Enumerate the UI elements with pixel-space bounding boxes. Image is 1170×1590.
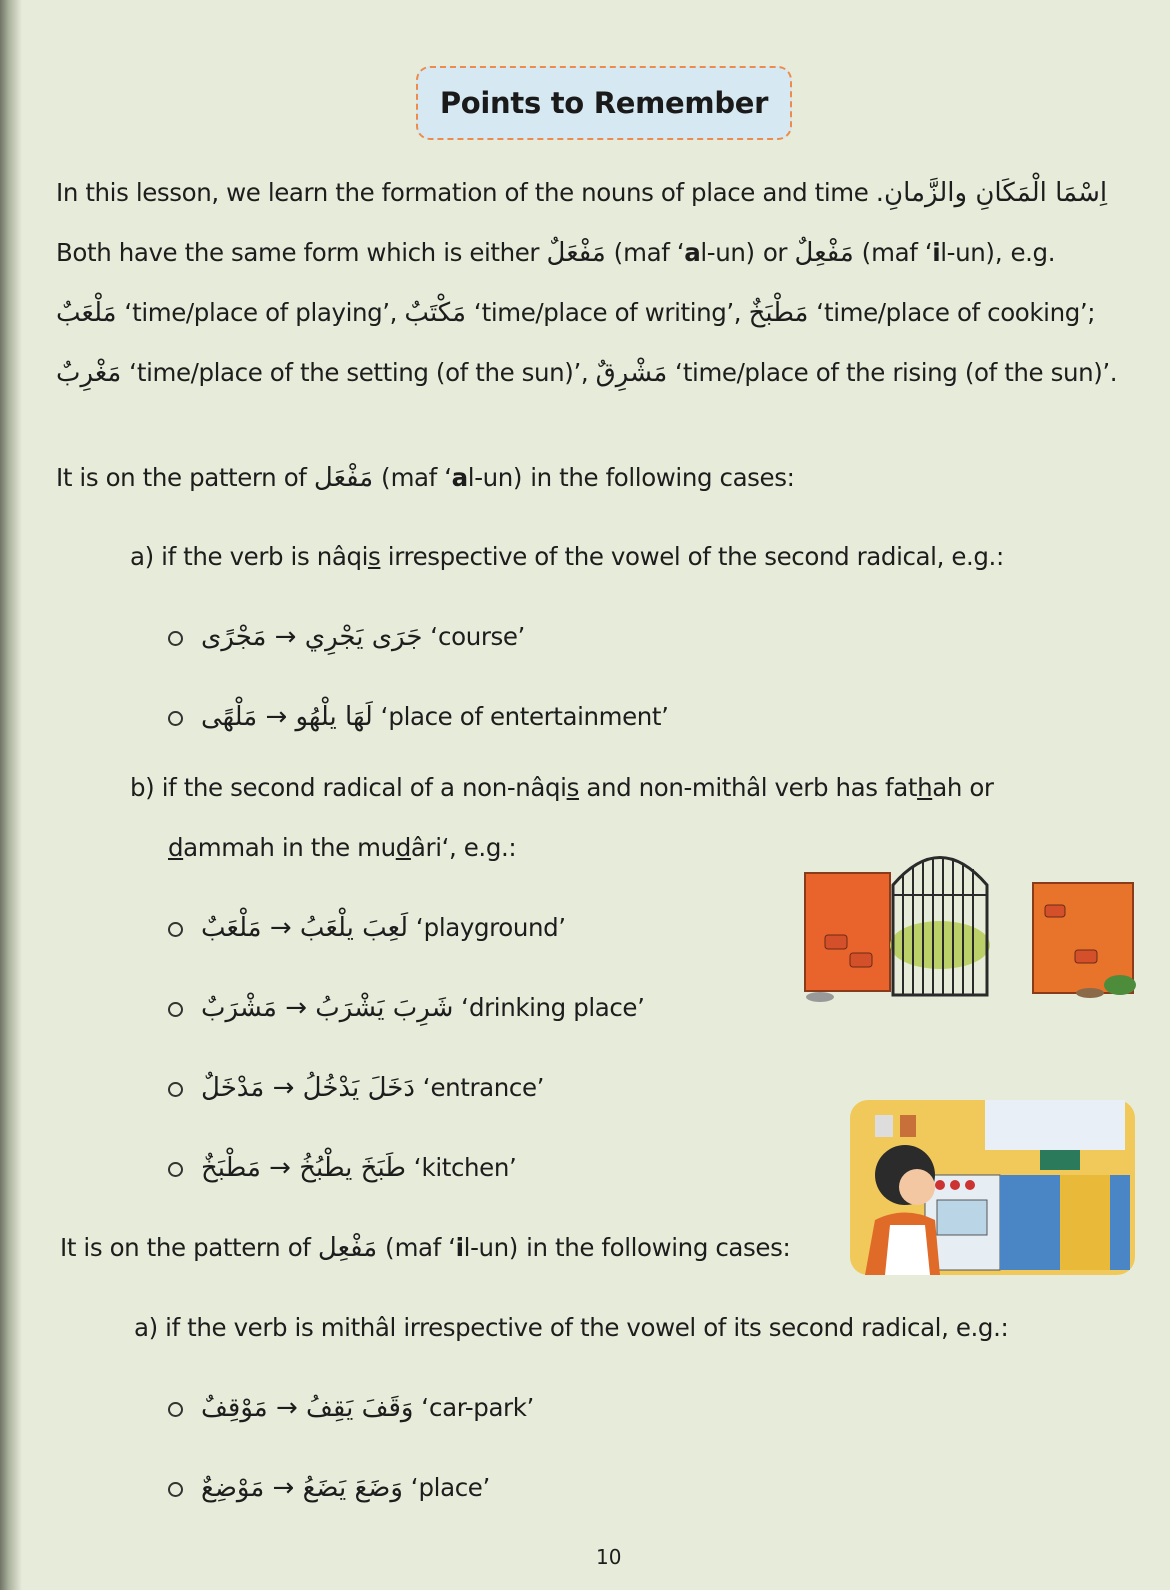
arabic-example: لَهَا يلْهُو → مَلْهًى bbox=[201, 702, 373, 732]
bullet-icon bbox=[168, 1482, 183, 1497]
section-text: It is on the pattern of bbox=[56, 463, 307, 492]
gloss: ‘entrance’ bbox=[414, 1073, 545, 1102]
section1-rule-a bbox=[130, 542, 1004, 571]
intro-line-4 bbox=[56, 358, 1117, 388]
gloss: ‘time/place of playing’, bbox=[116, 298, 398, 327]
rule-text: ammah in the mu bbox=[183, 833, 396, 862]
section-text: l-un) in the following cases: bbox=[463, 1233, 791, 1262]
example-item bbox=[168, 1153, 516, 1183]
rule-text: a) if the verb is nâqi bbox=[130, 542, 369, 571]
bullet-icon bbox=[168, 711, 183, 726]
bullet-icon bbox=[168, 922, 183, 937]
arabic-example: طَبَخَ يطْبُخُ → مَطْبَخٌ bbox=[201, 1153, 406, 1183]
gloss: ‘time/place of the rising (of the sun)’. bbox=[667, 358, 1118, 387]
intro-text-2a: Both have the same form which is either bbox=[56, 238, 540, 267]
bullet-icon bbox=[168, 1402, 183, 1417]
bullet-icon bbox=[168, 631, 183, 646]
gloss: ‘time/place of writing’, bbox=[466, 298, 742, 327]
example-item bbox=[168, 622, 525, 652]
section2-rule-a bbox=[134, 1313, 1008, 1342]
example-item bbox=[168, 1473, 490, 1503]
arabic-term: مَشْرِقٌ bbox=[595, 358, 668, 388]
gloss: ‘course’ bbox=[422, 622, 525, 651]
jar-icon bbox=[875, 1115, 893, 1137]
bush-icon bbox=[890, 921, 990, 969]
bullet-icon bbox=[168, 1002, 183, 1017]
apron bbox=[885, 1225, 930, 1275]
rule-text: ah or bbox=[932, 773, 994, 802]
arabic-term: مَطْبَخٌ bbox=[748, 298, 809, 328]
arabic-term: مَفْعِل bbox=[317, 1233, 378, 1263]
bold-vowel: i bbox=[932, 238, 941, 267]
gloss: ‘place’ bbox=[402, 1473, 490, 1502]
section1-heading bbox=[56, 463, 794, 493]
example-item bbox=[168, 1393, 534, 1423]
arabic-example: لَعِبَ يلْعَبُ → مَلْعَبٌ bbox=[201, 913, 409, 943]
bold-vowel: i bbox=[455, 1233, 464, 1262]
left-wall bbox=[805, 873, 890, 991]
page-number: 10 bbox=[596, 1545, 622, 1569]
gloss: ‘car-park’ bbox=[413, 1393, 534, 1422]
rule-text: and non-mithâl verb has fat bbox=[578, 773, 918, 802]
knob-icon bbox=[965, 1180, 975, 1190]
underlined-letter: s bbox=[566, 773, 579, 802]
arabic-term: مَلْعَبٌ bbox=[56, 298, 117, 328]
brick-icon bbox=[1075, 950, 1097, 963]
example-item bbox=[168, 913, 566, 943]
arabic-term: مَفْعَل bbox=[313, 463, 374, 493]
underlined-letter: d bbox=[395, 833, 411, 862]
pot-icon bbox=[1040, 1150, 1080, 1170]
arabic-example: جَرَى يَجْرِي → مَجْرًى bbox=[201, 622, 423, 652]
intro-text-2b: (maf ‘ bbox=[605, 238, 685, 267]
brick-icon bbox=[1045, 905, 1065, 917]
intro-line-3 bbox=[56, 298, 1095, 328]
yellow-cabinet bbox=[1060, 1175, 1110, 1270]
page-binding-shadow bbox=[0, 0, 22, 1590]
intro-text-1: In this lesson, we learn the formation of the nouns of place and time bbox=[56, 178, 869, 207]
section-text: (maf ‘ bbox=[373, 463, 452, 492]
arabic-term: مَفْعِلٌ bbox=[794, 238, 854, 268]
section-text: (maf ‘ bbox=[377, 1233, 456, 1262]
knob-icon bbox=[950, 1180, 960, 1190]
example-item bbox=[168, 1073, 544, 1103]
example-item bbox=[168, 702, 669, 732]
arabic-example: وَقَفَ يَقِفُ → مَوْقِفٌ bbox=[201, 1393, 414, 1423]
title-box bbox=[416, 66, 792, 140]
page-title: Points to Remember bbox=[439, 86, 769, 120]
underlined-letter: d bbox=[168, 833, 184, 862]
arabic-term: مَغْرِبٌ bbox=[56, 358, 122, 388]
jar-icon bbox=[900, 1115, 916, 1137]
section1-rule-b bbox=[130, 773, 994, 802]
intro-text-2e: l-un), e.g. bbox=[940, 238, 1056, 267]
intro-text-2d: (maf ‘ bbox=[853, 238, 933, 267]
arabic-example: وَضَعَ يَضَعُ → مَوْضِعٌ bbox=[201, 1473, 403, 1503]
oven-window bbox=[937, 1200, 987, 1235]
gloss: ‘place of entertainment’ bbox=[372, 702, 669, 731]
arabic-term: اِسْمَا الْمَكَانِ والزَّمانِ. bbox=[875, 178, 1108, 208]
gloss: ‘kitchen’ bbox=[405, 1153, 517, 1182]
bullet-icon bbox=[168, 1082, 183, 1097]
rule-text: irrespective of the vowel of the second radical, e.g.: bbox=[380, 542, 1004, 571]
bullet-icon bbox=[168, 1162, 183, 1177]
arabic-term: مَكْتَبٌ bbox=[404, 298, 467, 328]
section-text: l-un) in the following cases: bbox=[467, 463, 795, 492]
bold-vowel: a bbox=[451, 463, 468, 492]
woman-face bbox=[899, 1169, 935, 1205]
arabic-example: شَرِبَ يَشْرَبُ → مَشْرَبٌ bbox=[201, 993, 454, 1023]
intro-line-1 bbox=[56, 178, 1107, 208]
gloss: ‘time/place of cooking’; bbox=[808, 298, 1096, 327]
playground-gate-illustration bbox=[795, 835, 1140, 1010]
arabic-example: دَخَلَ يَدْخُلُ → مَدْخَلٌ bbox=[201, 1073, 415, 1103]
intro-line-2 bbox=[56, 238, 1055, 268]
rule-text: a) if the verb is mithâl irrespective of the vowel of its second radical, e.g.: bbox=[134, 1313, 1009, 1342]
arabic-term: مَفْعَلٌ bbox=[546, 238, 606, 268]
kitchen-illustration bbox=[845, 1095, 1140, 1280]
section1-rule-b-cont bbox=[168, 833, 516, 862]
knob-icon bbox=[935, 1180, 945, 1190]
intro-text-2c: l-un) or bbox=[700, 238, 788, 267]
plant-icon bbox=[1104, 975, 1136, 995]
underlined-letter: h bbox=[917, 773, 933, 802]
brick-icon bbox=[850, 953, 872, 967]
stone-icon bbox=[806, 992, 834, 1002]
gloss: ‘time/place of the setting (of the sun)’, bbox=[121, 358, 589, 387]
rule-text: b) if the second radical of a non-nâqi bbox=[130, 773, 567, 802]
gloss: ‘playground’ bbox=[408, 913, 566, 942]
rule-text: âri‘, e.g.: bbox=[410, 833, 517, 862]
underlined-letter: s bbox=[368, 542, 381, 571]
bold-vowel: a bbox=[684, 238, 701, 267]
window-curtain bbox=[985, 1100, 1125, 1150]
section-text: It is on the pattern of bbox=[60, 1233, 311, 1262]
example-item bbox=[168, 993, 645, 1023]
brick-icon bbox=[825, 935, 847, 949]
section2-heading bbox=[60, 1233, 790, 1263]
gloss: ‘drinking place’ bbox=[453, 993, 645, 1022]
stone-icon bbox=[1076, 988, 1104, 998]
